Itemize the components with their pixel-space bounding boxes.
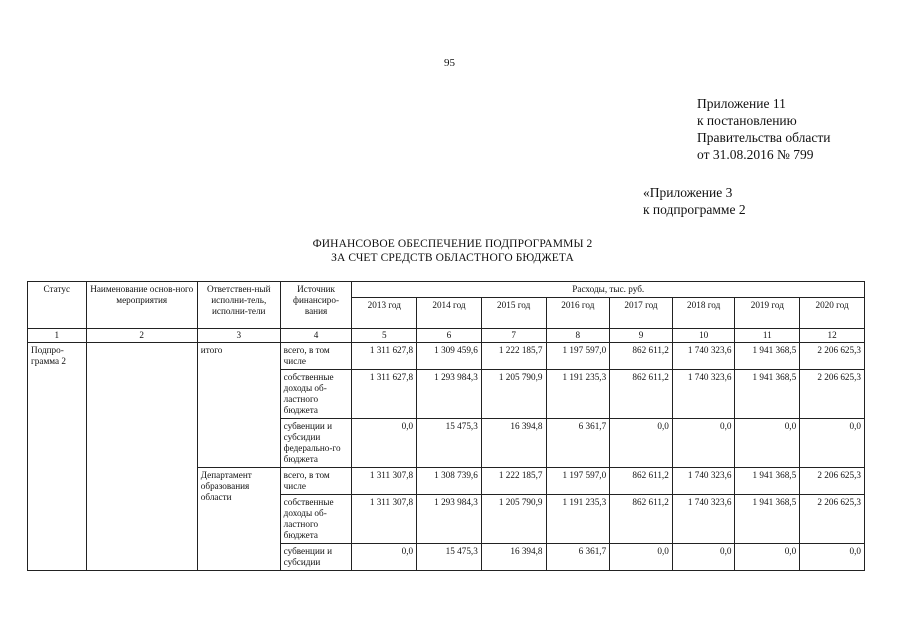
expense-value-cell: 16 394,8 bbox=[481, 544, 546, 571]
source-cell: всего, в том числе bbox=[280, 343, 352, 370]
header-event-name: Наименование основ-ного мероприятия bbox=[86, 282, 197, 329]
expense-value-cell: 15 475,3 bbox=[417, 544, 482, 571]
appendix-line: к постановлению bbox=[697, 113, 797, 128]
source-cell: субвенции и субсидии bbox=[280, 544, 352, 571]
expense-value-cell: 2 206 625,3 bbox=[800, 343, 865, 370]
column-number: 9 bbox=[610, 329, 673, 343]
column-number: 11 bbox=[735, 329, 800, 343]
expense-value-cell: 1 197 597,0 bbox=[546, 343, 610, 370]
expense-value-cell: 0,0 bbox=[672, 419, 735, 468]
expense-value-cell: 1 191 235,3 bbox=[546, 495, 610, 544]
column-number: 7 bbox=[481, 329, 546, 343]
page-number: 95 bbox=[444, 57, 455, 69]
expense-value-cell: 1 197 597,0 bbox=[546, 468, 610, 495]
expense-value-cell: 0,0 bbox=[800, 544, 865, 571]
expense-value-cell: 1 311 627,8 bbox=[352, 343, 417, 370]
expense-value-cell: 1 941 368,5 bbox=[735, 468, 800, 495]
expense-value-cell: 15 475,3 bbox=[417, 419, 482, 468]
source-cell: собственные доходы об-ластного бюджета bbox=[280, 495, 352, 544]
column-number: 10 bbox=[672, 329, 735, 343]
expense-value-cell: 0,0 bbox=[672, 544, 735, 571]
expense-value-cell: 2 206 625,3 bbox=[800, 468, 865, 495]
responsible-cell: итого bbox=[197, 343, 280, 468]
header-status: Статус bbox=[28, 282, 87, 329]
expense-value-cell: 6 361,7 bbox=[546, 419, 610, 468]
header-year: 2014 год bbox=[417, 298, 482, 329]
column-number: 6 bbox=[417, 329, 482, 343]
expense-value-cell: 1 293 984,3 bbox=[417, 495, 482, 544]
column-number: 8 bbox=[546, 329, 610, 343]
expense-value-cell: 2 206 625,3 bbox=[800, 370, 865, 419]
header-year: 2017 год bbox=[610, 298, 673, 329]
expense-value-cell: 1 740 323,6 bbox=[672, 495, 735, 544]
header-year: 2013 год bbox=[352, 298, 417, 329]
expense-value-cell: 1 191 235,3 bbox=[546, 370, 610, 419]
header-year: 2016 год bbox=[546, 298, 610, 329]
appendix-line: от 31.08.2016 № 799 bbox=[697, 147, 814, 162]
document-title bbox=[0, 237, 905, 265]
header-year: 2020 год bbox=[800, 298, 865, 329]
expense-value-cell: 1 941 368,5 bbox=[735, 495, 800, 544]
expense-value-cell: 1 222 185,7 bbox=[481, 468, 546, 495]
expense-value-cell: 1 311 307,8 bbox=[352, 468, 417, 495]
appendix3-line: «Приложение 3 bbox=[643, 185, 733, 200]
expense-value-cell: 0,0 bbox=[610, 419, 673, 468]
expense-value-cell: 862 611,2 bbox=[610, 495, 673, 544]
expense-value-cell: 1 740 323,6 bbox=[672, 468, 735, 495]
expense-value-cell: 1 205 790,9 bbox=[481, 370, 546, 419]
expense-value-cell: 1 222 185,7 bbox=[481, 343, 546, 370]
expense-value-cell: 2 206 625,3 bbox=[800, 495, 865, 544]
page-crop bbox=[0, 600, 905, 640]
expense-value-cell: 1 293 984,3 bbox=[417, 370, 482, 419]
column-number: 5 bbox=[352, 329, 417, 343]
budget-table bbox=[27, 281, 865, 571]
header-expenses: Расходы, тыс. руб. bbox=[352, 282, 865, 298]
expense-value-cell: 6 361,7 bbox=[546, 544, 610, 571]
header-source: Источник финансиро-вания bbox=[280, 282, 352, 329]
expense-value-cell: 1 311 307,8 bbox=[352, 495, 417, 544]
expense-value-cell: 1 941 368,5 bbox=[735, 343, 800, 370]
event-name-cell bbox=[86, 343, 197, 571]
expense-value-cell: 1 941 368,5 bbox=[735, 370, 800, 419]
table-row bbox=[28, 343, 865, 370]
expense-value-cell: 1 309 459,6 bbox=[417, 343, 482, 370]
expense-value-cell: 1 308 739,6 bbox=[417, 468, 482, 495]
header-responsible: Ответствен-ный исполни-тель, исполни-тели bbox=[197, 282, 280, 329]
expense-value-cell: 862 611,2 bbox=[610, 468, 673, 495]
expense-value-cell: 862 611,2 bbox=[610, 370, 673, 419]
expense-value-cell: 0,0 bbox=[610, 544, 673, 571]
appendix-line: Приложение 11 bbox=[697, 96, 786, 111]
title-line: ФИНАНСОВОЕ ОБЕСПЕЧЕНИЕ ПОДПРОГРАММЫ 2 bbox=[312, 238, 593, 250]
expense-value-cell: 0,0 bbox=[352, 419, 417, 468]
expense-value-cell: 1 740 323,6 bbox=[672, 343, 735, 370]
expense-value-cell: 0,0 bbox=[352, 544, 417, 571]
column-number: 2 bbox=[86, 329, 197, 343]
expense-value-cell: 0,0 bbox=[800, 419, 865, 468]
header-year: 2019 год bbox=[735, 298, 800, 329]
expense-value-cell: 1 311 627,8 bbox=[352, 370, 417, 419]
expense-value-cell: 0,0 bbox=[735, 544, 800, 571]
title-line: ЗА СЧЕТ СРЕДСТВ ОБЛАСТНОГО БЮДЖЕТА bbox=[331, 252, 574, 264]
appendix-3-block bbox=[643, 184, 746, 218]
header-year: 2015 год bbox=[481, 298, 546, 329]
source-cell: собственные доходы об-ластного бюджета bbox=[280, 370, 352, 419]
source-cell: субвенции и субсидии федерально-го бюджета bbox=[280, 419, 352, 468]
column-number: 1 bbox=[28, 329, 87, 343]
column-number: 12 bbox=[800, 329, 865, 343]
expense-value-cell: 1 740 323,6 bbox=[672, 370, 735, 419]
appendix-11-block bbox=[697, 95, 830, 163]
header-year: 2018 год bbox=[672, 298, 735, 329]
expense-value-cell: 0,0 bbox=[735, 419, 800, 468]
status-cell: Подпро-грамма 2 bbox=[28, 343, 87, 571]
expense-value-cell: 862 611,2 bbox=[610, 343, 673, 370]
appendix3-line: к подпрограмме 2 bbox=[643, 202, 746, 217]
responsible-cell: Департамент образования области bbox=[197, 468, 280, 571]
expense-value-cell: 1 205 790,9 bbox=[481, 495, 546, 544]
expense-value-cell: 16 394,8 bbox=[481, 419, 546, 468]
column-number: 4 bbox=[280, 329, 352, 343]
source-cell: всего, в том числе bbox=[280, 468, 352, 495]
column-number: 3 bbox=[197, 329, 280, 343]
appendix-line: Правительства области bbox=[697, 130, 831, 145]
